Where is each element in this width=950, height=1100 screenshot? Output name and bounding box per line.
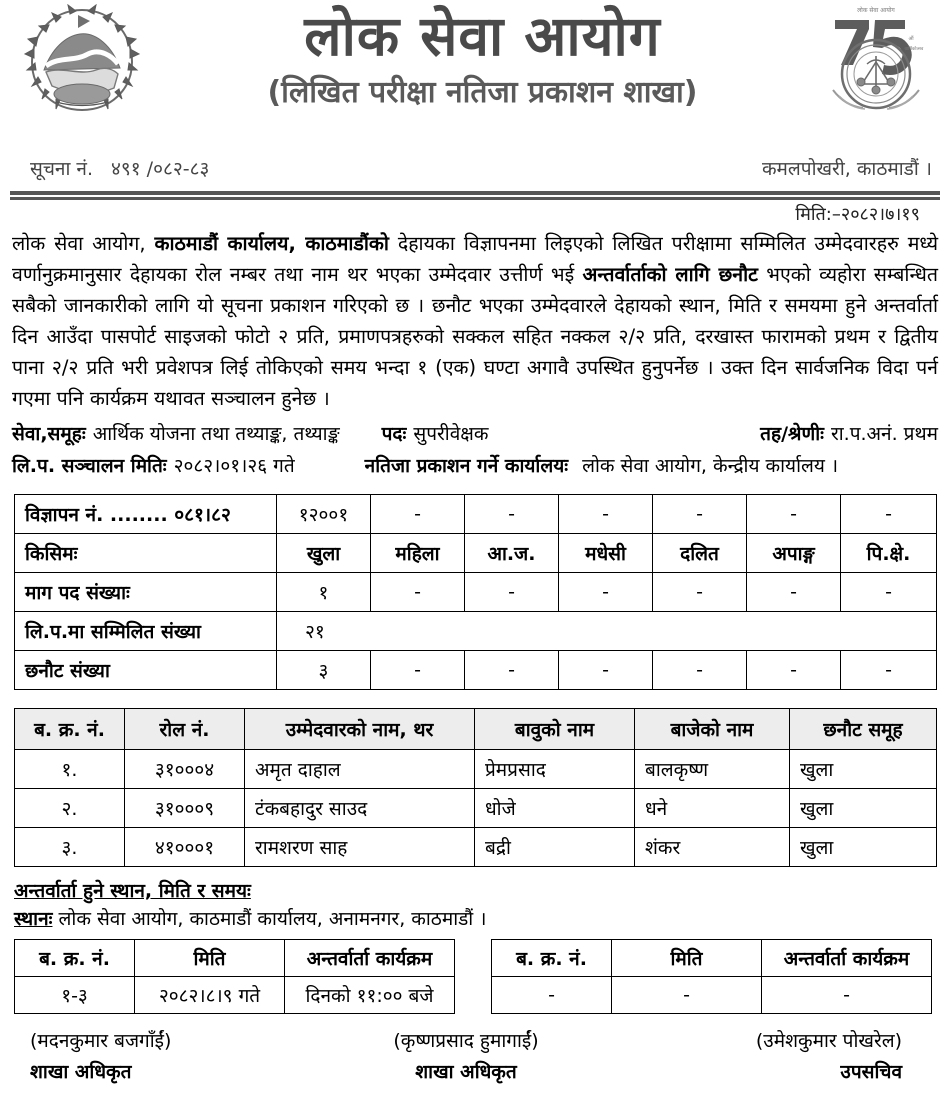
- ad-cell: अपाङ्ग: [747, 534, 841, 573]
- ad-cell: दलित: [653, 534, 747, 573]
- nepal-national-emblem-icon: [22, 4, 142, 116]
- ad-cell: ३: [277, 651, 371, 690]
- schedule-column-header: अन्तर्वार्ता कार्यक्रम: [762, 940, 932, 977]
- notice-line: [0, 155, 950, 189]
- schedule-column-header: ब. क्र. नं.: [15, 940, 135, 977]
- table-row: [492, 977, 932, 1014]
- svg-text:लोक सेवा आयोग: लोक सेवा आयोग: [857, 7, 895, 14]
- ad-cell: -: [747, 651, 841, 690]
- page-title: लोक सेवा आयोग: [304, 4, 661, 68]
- candidate-cell: बालकृष्ण: [635, 750, 790, 789]
- ad-cell: -: [465, 573, 559, 612]
- ad-cell: मधेसी: [559, 534, 653, 573]
- publishing-office-value: लोक सेवा आयोग, केन्द्रीय कार्यालय ।: [582, 455, 839, 477]
- exam-date-value: २०८२।०१।२६ गते: [173, 455, 295, 477]
- interview-schedule-wrap: [0, 931, 950, 1014]
- office-place: कमलपोखरी, काठमाडौं ।: [761, 158, 932, 180]
- schedule-column-header: ब. क्र. नं.: [492, 940, 612, 977]
- notice-number-value: ४९१ /०८२-८३: [111, 158, 210, 180]
- candidate-table: [14, 708, 937, 867]
- exam-details: [0, 414, 950, 482]
- ad-table-row: [15, 573, 937, 612]
- ad-cell: -: [653, 573, 747, 612]
- ad-cell: -: [371, 495, 465, 534]
- signatory-role: शाखा अधिकृत: [30, 1061, 132, 1083]
- service-label: सेवा,समूहः: [12, 423, 86, 445]
- schedule-cell: १-३: [15, 977, 135, 1014]
- interview-schedule-table-right: [491, 939, 932, 1014]
- candidate-cell: २.: [15, 789, 125, 828]
- signature-block: [0, 1014, 950, 1088]
- candidate-cell: १.: [15, 750, 125, 789]
- page-subtitle: (लिखित परीक्षा नतिजा प्रकाशन शाखा): [267, 74, 698, 110]
- candidate-cell: ३१०००९: [125, 789, 245, 828]
- candidate-cell: टंकबहादुर साउद: [245, 789, 475, 828]
- document-header: [0, 0, 950, 155]
- ad-table-row: [15, 612, 937, 651]
- schedule-cell: २०८२।८।९ गते: [135, 977, 285, 1014]
- candidate-cell: प्रेमप्रसाद: [475, 750, 635, 789]
- level-value: रा.प.अनं. प्रथम: [830, 423, 938, 445]
- signature-column: [321, 1026, 612, 1088]
- schedule-cell: दिनको ११:०० बजे: [285, 977, 455, 1014]
- schedule-column-header: मिति: [135, 940, 285, 977]
- ad-row-label: किसिमः: [15, 534, 277, 573]
- ad-cell: -: [371, 651, 465, 690]
- interview-heading: [0, 867, 950, 903]
- advertisement-table-wrap: [0, 482, 950, 690]
- notice-number-label: सूचना नं.: [30, 158, 93, 180]
- schedule-cell: -: [492, 977, 612, 1014]
- ad-row-label: माग पद संख्याः: [15, 573, 277, 612]
- ad-cell: -: [841, 573, 937, 612]
- candidate-table-header-row: [15, 709, 937, 750]
- interview-place-value: लोक सेवा आयोग, काठमाडौं कार्यालय, अनामनगर, काठमाडौं ।: [58, 908, 487, 930]
- candidate-column-header: ब. क्र. नं.: [15, 709, 125, 750]
- schedule-header-row: [492, 940, 932, 977]
- ad-row-total: २१: [277, 612, 937, 651]
- signature-column: [20, 1026, 321, 1088]
- candidate-cell: खुला: [790, 789, 937, 828]
- ad-cell: -: [653, 495, 747, 534]
- ad-cell: -: [559, 651, 653, 690]
- advertisement-table: [14, 494, 937, 690]
- candidate-cell: बद्री: [475, 828, 635, 867]
- candidate-cell: अमृत दाहाल: [245, 750, 475, 789]
- anniversary-75-logo-icon: [819, 4, 934, 122]
- signatory-name: (उमेशकुमार पोखरेल): [755, 1030, 903, 1052]
- ad-cell: -: [653, 651, 747, 690]
- candidate-cell: ३.: [15, 828, 125, 867]
- ad-cell: -: [559, 495, 653, 534]
- ad-cell: -: [747, 573, 841, 612]
- candidate-cell: ४१०००१: [125, 828, 245, 867]
- ad-cell: -: [841, 651, 937, 690]
- level-label: तह/श्रेणीः: [760, 423, 824, 445]
- signature-column: [611, 1026, 930, 1088]
- schedule-cell: -: [762, 977, 932, 1014]
- candidate-cell: धने: [635, 789, 790, 828]
- notice-date: मिति:–२०८२।७।१९: [795, 204, 920, 225]
- table-row: [15, 750, 937, 789]
- ad-cell: १: [277, 573, 371, 612]
- ad-cell: पि.क्षे.: [841, 534, 937, 573]
- detail-row-service: [12, 418, 938, 450]
- signatory-name: (कृष्णप्रसाद हुमागाईं): [393, 1030, 539, 1052]
- ad-row-label: लि.प.मा सम्मिलित संख्या: [15, 612, 277, 651]
- svg-text:औं: औं: [908, 36, 914, 42]
- interview-heading-text: अन्तर्वार्ता हुने स्थान, मिति र समयः: [14, 880, 251, 902]
- table-row: [15, 828, 937, 867]
- exam-date-label: लि.प. सञ्चालन मितिः: [12, 455, 167, 477]
- schedule-column-header: अन्तर्वार्ता कार्यक्रम: [285, 940, 455, 977]
- svg-text:वार्षिकोत्सव: वार्षिकोत्सव: [904, 47, 924, 52]
- ad-cell: खुला: [277, 534, 371, 573]
- post-label: पदः: [381, 423, 407, 445]
- candidate-cell: रामशरण साह: [245, 828, 475, 867]
- ad-cell: १२००१: [277, 495, 371, 534]
- ad-cell: -: [465, 495, 559, 534]
- candidate-column-header: बाजेको नाम: [635, 709, 790, 750]
- signatory-role: उपसचिव: [840, 1061, 903, 1083]
- candidate-column-header: छनौट समूह: [790, 709, 937, 750]
- ad-cell: महिला: [371, 534, 465, 573]
- ad-table-row: [15, 534, 937, 573]
- candidate-cell: शंकर: [635, 828, 790, 867]
- service-value: आर्थिक योजना तथा तथ्याङ्क, तथ्याङ्क: [92, 423, 340, 445]
- table-row: [15, 977, 455, 1014]
- header-divider: [10, 191, 940, 200]
- candidate-column-header: उम्मेदवारको नाम, थर: [245, 709, 475, 750]
- ad-cell: -: [465, 651, 559, 690]
- ad-cell: -: [747, 495, 841, 534]
- signatory-name: (मदनकुमार बजगाँईं): [30, 1030, 172, 1052]
- table-row: [15, 789, 937, 828]
- ad-cell: -: [371, 573, 465, 612]
- interview-schedule-table-left: [14, 939, 455, 1014]
- signatory-role: शाखा अधिकृत: [415, 1061, 517, 1083]
- interview-place-label: स्थानः: [14, 908, 53, 930]
- detail-row-exam-date: [12, 450, 938, 482]
- ad-cell: आ.ज.: [465, 534, 559, 573]
- publishing-office-label: नतिजा प्रकाशन गर्ने कार्यालयः: [364, 455, 569, 477]
- candidate-cell: धोजे: [475, 789, 635, 828]
- candidate-column-header: रोल नं.: [125, 709, 245, 750]
- candidate-cell: ३१०००४: [125, 750, 245, 789]
- schedule-column-header: मिति: [612, 940, 762, 977]
- ad-cell: -: [559, 573, 653, 612]
- ad-row-label: छनौट संख्या: [15, 651, 277, 690]
- post-value: सुपरीवेक्षक: [413, 423, 489, 445]
- ad-cell: -: [841, 495, 937, 534]
- title-block: [155, 2, 810, 111]
- candidate-cell: खुला: [790, 750, 937, 789]
- notice-number: [30, 155, 209, 181]
- notice-body-paragraph: लोक सेवा आयोग, काठमाडौं कार्यालय, काठमाडौंको देहायका विज्ञापनमा लिइएको लिखित परीक्षामा सम्मिलित उम्मेदवारहरु मध्ये वर्णानुक्रमानुसार देहायका रोल नम्बर तथा नाम थर भएका उम्मेदवार उत्तीर्ण भई अन्तर्वार्ताको लागि छनौट भएको व्यहोरा सम्बन्धित सबैको जानकारीको लागि यो सूचना प्रकाशन गरिएको छ । छनौट भएका उम्मेदवारले देहायको स्थान, मिति र समयमा हुने अन्तर्वार्ता दिन आउँदा पासपोर्ट साइजको फोटो २ प्रति, प्रमाणपत्रहरुको सक्कल सहित नक्कल २/२ प्रति, दरखास्त फारामको प्रथम र द्वितीय पाना २/२ प्रति भरी प्रवेशपत्र लिई तोकिएको समय भन्दा १ (एक) घण्टा अगावै उपस्थित हुनुपर्नेछ । उक्त दिन सार्वजनिक विदा पर्न गएमा पनि कार्यक्रम यथावत सञ्चालन हुनेछ ।: [12, 232, 938, 410]
- schedule-header-row: [15, 940, 455, 977]
- schedule-cell: -: [612, 977, 762, 1014]
- ad-row-label: विज्ञापन नं. ........ ०८१।८२: [15, 495, 277, 534]
- candidate-column-header: बावुको नाम: [475, 709, 635, 750]
- candidate-table-wrap: [0, 690, 950, 867]
- ad-table-row: [15, 495, 937, 534]
- candidate-cell: खुला: [790, 828, 937, 867]
- interview-place-line: [0, 903, 950, 931]
- ad-table-row: [15, 651, 937, 690]
